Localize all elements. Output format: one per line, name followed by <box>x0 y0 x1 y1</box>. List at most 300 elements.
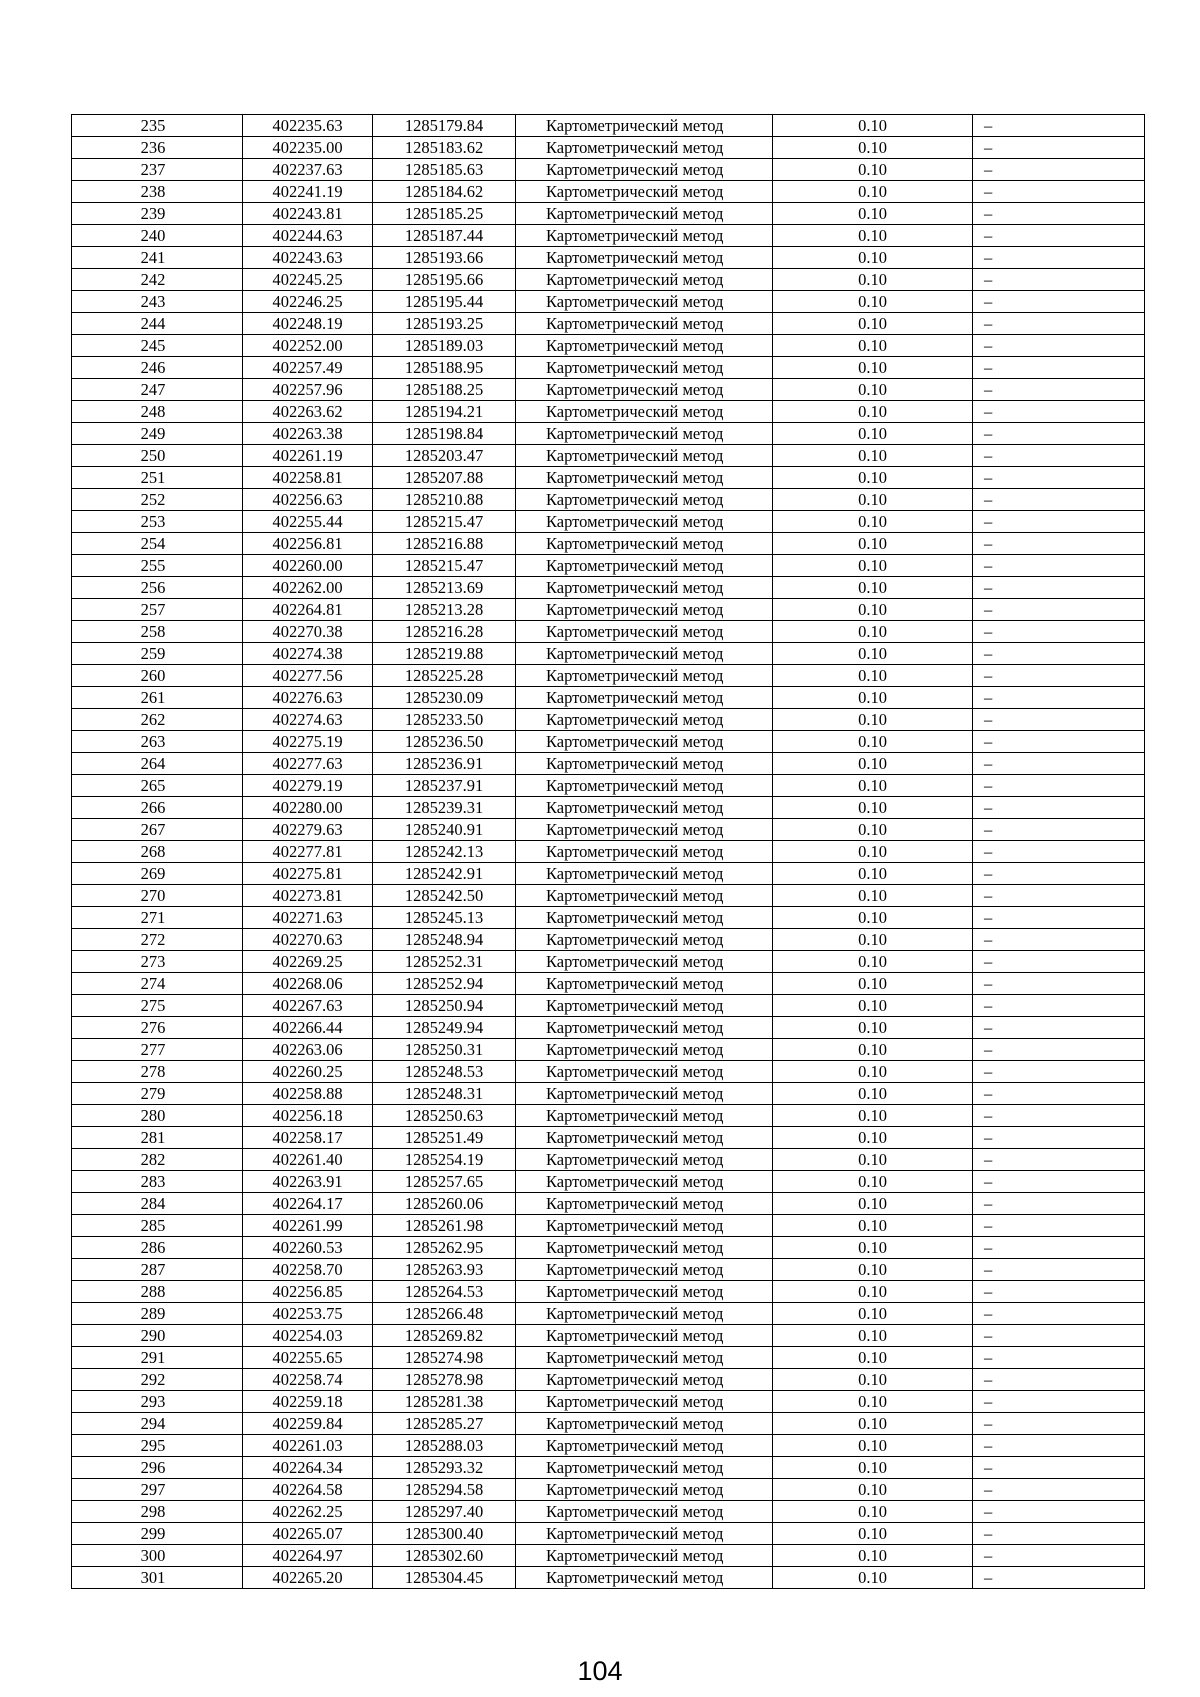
method-cell: Картометрический метод <box>516 335 773 357</box>
y-coordinate-cell: 1285188.95 <box>373 357 516 379</box>
note-cell: – <box>973 621 1145 643</box>
table-row <box>72 445 1145 467</box>
point-number-cell: 296 <box>72 1457 243 1479</box>
method-cell: Картометрический метод <box>516 379 773 401</box>
method-cell: Картометрический метод <box>516 511 773 533</box>
method-cell: Картометрический метод <box>516 951 773 973</box>
note-cell: – <box>973 1259 1145 1281</box>
accuracy-cell: 0.10 <box>773 1523 973 1545</box>
method-cell: Картометрический метод <box>516 1567 773 1589</box>
y-coordinate-cell: 1285242.13 <box>373 841 516 863</box>
y-coordinate-cell: 1285264.53 <box>373 1281 516 1303</box>
point-number-cell: 284 <box>72 1193 243 1215</box>
point-number-cell: 262 <box>72 709 243 731</box>
note-cell: – <box>973 775 1145 797</box>
y-coordinate-cell: 1285210.88 <box>373 489 516 511</box>
accuracy-cell: 0.10 <box>773 1017 973 1039</box>
table-row <box>72 247 1145 269</box>
accuracy-cell: 0.10 <box>773 1303 973 1325</box>
method-cell: Картометрический метод <box>516 907 773 929</box>
x-coordinate-cell: 402273.81 <box>243 885 373 907</box>
point-number-cell: 261 <box>72 687 243 709</box>
x-coordinate-cell: 402257.96 <box>243 379 373 401</box>
x-coordinate-cell: 402256.63 <box>243 489 373 511</box>
point-number-cell: 289 <box>72 1303 243 1325</box>
method-cell: Картометрический метод <box>516 1435 773 1457</box>
table-row <box>72 159 1145 181</box>
table-row <box>72 467 1145 489</box>
point-number-cell: 253 <box>72 511 243 533</box>
method-cell: Картометрический метод <box>516 181 773 203</box>
accuracy-cell: 0.10 <box>773 181 973 203</box>
table-row <box>72 841 1145 863</box>
method-cell: Картометрический метод <box>516 1105 773 1127</box>
accuracy-cell: 0.10 <box>773 1039 973 1061</box>
table-row <box>72 313 1145 335</box>
x-coordinate-cell: 402274.38 <box>243 643 373 665</box>
accuracy-cell: 0.10 <box>773 1457 973 1479</box>
point-number-cell: 237 <box>72 159 243 181</box>
x-coordinate-cell: 402254.03 <box>243 1325 373 1347</box>
note-cell: – <box>973 555 1145 577</box>
y-coordinate-cell: 1285236.50 <box>373 731 516 753</box>
method-cell: Картометрический метод <box>516 247 773 269</box>
accuracy-cell: 0.10 <box>773 1105 973 1127</box>
point-number-cell: 298 <box>72 1501 243 1523</box>
note-cell: – <box>973 423 1145 445</box>
accuracy-cell: 0.10 <box>773 401 973 423</box>
y-coordinate-cell: 1285179.84 <box>373 115 516 137</box>
accuracy-cell: 0.10 <box>773 1545 973 1567</box>
table-row <box>72 181 1145 203</box>
table-row <box>72 687 1145 709</box>
x-coordinate-cell: 402262.25 <box>243 1501 373 1523</box>
point-number-cell: 236 <box>72 137 243 159</box>
method-cell: Картометрический метод <box>516 995 773 1017</box>
note-cell: – <box>973 599 1145 621</box>
method-cell: Картометрический метод <box>516 841 773 863</box>
accuracy-cell: 0.10 <box>773 995 973 1017</box>
method-cell: Картометрический метод <box>516 1545 773 1567</box>
table-row <box>72 1523 1145 1545</box>
point-number-cell: 260 <box>72 665 243 687</box>
table-row <box>72 423 1145 445</box>
note-cell: – <box>973 1303 1145 1325</box>
accuracy-cell: 0.10 <box>773 1171 973 1193</box>
point-number-cell: 264 <box>72 753 243 775</box>
table-row <box>72 1083 1145 1105</box>
method-cell: Картометрический метод <box>516 753 773 775</box>
note-cell: – <box>973 1039 1145 1061</box>
table-row <box>72 819 1145 841</box>
y-coordinate-cell: 1285236.91 <box>373 753 516 775</box>
y-coordinate-cell: 1285302.60 <box>373 1545 516 1567</box>
method-cell: Картометрический метод <box>516 1457 773 1479</box>
table-row <box>72 863 1145 885</box>
point-number-cell: 275 <box>72 995 243 1017</box>
y-coordinate-cell: 1285183.62 <box>373 137 516 159</box>
note-cell: – <box>973 313 1145 335</box>
x-coordinate-cell: 402264.34 <box>243 1457 373 1479</box>
note-cell: – <box>973 1347 1145 1369</box>
method-cell: Картометрический метод <box>516 423 773 445</box>
table-row <box>72 797 1145 819</box>
x-coordinate-cell: 402269.25 <box>243 951 373 973</box>
accuracy-cell: 0.10 <box>773 687 973 709</box>
accuracy-cell: 0.10 <box>773 1127 973 1149</box>
table-row <box>72 1193 1145 1215</box>
note-cell: – <box>973 203 1145 225</box>
x-coordinate-cell: 402252.00 <box>243 335 373 357</box>
method-cell: Картометрический метод <box>516 863 773 885</box>
accuracy-cell: 0.10 <box>773 379 973 401</box>
x-coordinate-cell: 402279.63 <box>243 819 373 841</box>
x-coordinate-cell: 402243.63 <box>243 247 373 269</box>
point-number-cell: 294 <box>72 1413 243 1435</box>
accuracy-cell: 0.10 <box>773 467 973 489</box>
x-coordinate-cell: 402274.63 <box>243 709 373 731</box>
method-cell: Картометрический метод <box>516 115 773 137</box>
point-number-cell: 281 <box>72 1127 243 1149</box>
note-cell: – <box>973 687 1145 709</box>
x-coordinate-cell: 402277.63 <box>243 753 373 775</box>
note-cell: – <box>973 1127 1145 1149</box>
table-row <box>72 115 1145 137</box>
note-cell: – <box>973 1567 1145 1589</box>
method-cell: Картометрический метод <box>516 775 773 797</box>
x-coordinate-cell: 402265.07 <box>243 1523 373 1545</box>
note-cell: – <box>973 973 1145 995</box>
method-cell: Картометрический метод <box>516 357 773 379</box>
table-row <box>72 973 1145 995</box>
x-coordinate-cell: 402261.19 <box>243 445 373 467</box>
method-cell: Картометрический метод <box>516 1413 773 1435</box>
table-row <box>72 511 1145 533</box>
note-cell: – <box>973 247 1145 269</box>
point-number-cell: 288 <box>72 1281 243 1303</box>
y-coordinate-cell: 1285251.49 <box>373 1127 516 1149</box>
method-cell: Картометрический метод <box>516 1347 773 1369</box>
y-coordinate-cell: 1285257.65 <box>373 1171 516 1193</box>
y-coordinate-cell: 1285250.63 <box>373 1105 516 1127</box>
note-cell: – <box>973 115 1145 137</box>
note-cell: – <box>973 511 1145 533</box>
accuracy-cell: 0.10 <box>773 709 973 731</box>
table-row <box>72 533 1145 555</box>
method-cell: Картометрический метод <box>516 1127 773 1149</box>
method-cell: Картометрический метод <box>516 819 773 841</box>
point-number-cell: 295 <box>72 1435 243 1457</box>
y-coordinate-cell: 1285187.44 <box>373 225 516 247</box>
method-cell: Картометрический метод <box>516 1083 773 1105</box>
y-coordinate-cell: 1285248.53 <box>373 1061 516 1083</box>
note-cell: – <box>973 709 1145 731</box>
table-row <box>72 995 1145 1017</box>
y-coordinate-cell: 1285294.58 <box>373 1479 516 1501</box>
x-coordinate-cell: 402260.00 <box>243 555 373 577</box>
table-row <box>72 709 1145 731</box>
point-number-cell: 263 <box>72 731 243 753</box>
accuracy-cell: 0.10 <box>773 203 973 225</box>
x-coordinate-cell: 402258.81 <box>243 467 373 489</box>
accuracy-cell: 0.10 <box>773 291 973 313</box>
accuracy-cell: 0.10 <box>773 1501 973 1523</box>
note-cell: – <box>973 885 1145 907</box>
point-number-cell: 300 <box>72 1545 243 1567</box>
point-number-cell: 254 <box>72 533 243 555</box>
table-row <box>72 489 1145 511</box>
accuracy-cell: 0.10 <box>773 335 973 357</box>
point-number-cell: 270 <box>72 885 243 907</box>
table-row <box>72 1149 1145 1171</box>
point-number-cell: 255 <box>72 555 243 577</box>
y-coordinate-cell: 1285215.47 <box>373 511 516 533</box>
accuracy-cell: 0.10 <box>773 1413 973 1435</box>
x-coordinate-cell: 402258.70 <box>243 1259 373 1281</box>
point-number-cell: 251 <box>72 467 243 489</box>
x-coordinate-cell: 402235.63 <box>243 115 373 137</box>
accuracy-cell: 0.10 <box>773 1391 973 1413</box>
accuracy-cell: 0.10 <box>773 797 973 819</box>
x-coordinate-cell: 402255.44 <box>243 511 373 533</box>
note-cell: – <box>973 335 1145 357</box>
method-cell: Картометрический метод <box>516 1171 773 1193</box>
accuracy-cell: 0.10 <box>773 753 973 775</box>
x-coordinate-cell: 402261.99 <box>243 1215 373 1237</box>
table-row <box>72 731 1145 753</box>
method-cell: Картометрический метод <box>516 445 773 467</box>
y-coordinate-cell: 1285266.48 <box>373 1303 516 1325</box>
method-cell: Картометрический метод <box>516 489 773 511</box>
accuracy-cell: 0.10 <box>773 1479 973 1501</box>
y-coordinate-cell: 1285304.45 <box>373 1567 516 1589</box>
method-cell: Картометрический метод <box>516 973 773 995</box>
method-cell: Картометрический метод <box>516 599 773 621</box>
note-cell: – <box>973 1325 1145 1347</box>
method-cell: Картометрический метод <box>516 313 773 335</box>
point-number-cell: 257 <box>72 599 243 621</box>
point-number-cell: 274 <box>72 973 243 995</box>
table-row <box>72 1039 1145 1061</box>
accuracy-cell: 0.10 <box>773 1369 973 1391</box>
x-coordinate-cell: 402264.97 <box>243 1545 373 1567</box>
table-row <box>72 643 1145 665</box>
point-number-cell: 244 <box>72 313 243 335</box>
y-coordinate-cell: 1285269.82 <box>373 1325 516 1347</box>
accuracy-cell: 0.10 <box>773 885 973 907</box>
method-cell: Картометрический метод <box>516 1193 773 1215</box>
x-coordinate-cell: 402258.74 <box>243 1369 373 1391</box>
y-coordinate-cell: 1285278.98 <box>373 1369 516 1391</box>
y-coordinate-cell: 1285203.47 <box>373 445 516 467</box>
y-coordinate-cell: 1285198.84 <box>373 423 516 445</box>
table-row <box>72 1303 1145 1325</box>
x-coordinate-cell: 402257.49 <box>243 357 373 379</box>
method-cell: Картометрический метод <box>516 225 773 247</box>
point-number-cell: 293 <box>72 1391 243 1413</box>
method-cell: Картометрический метод <box>516 1039 773 1061</box>
table-row <box>72 1237 1145 1259</box>
y-coordinate-cell: 1285260.06 <box>373 1193 516 1215</box>
point-number-cell: 235 <box>72 115 243 137</box>
point-number-cell: 282 <box>72 1149 243 1171</box>
y-coordinate-cell: 1285230.09 <box>373 687 516 709</box>
method-cell: Картометрический метод <box>516 687 773 709</box>
table-row <box>72 665 1145 687</box>
y-coordinate-cell: 1285195.66 <box>373 269 516 291</box>
y-coordinate-cell: 1285248.94 <box>373 929 516 951</box>
point-number-cell: 238 <box>72 181 243 203</box>
y-coordinate-cell: 1285274.98 <box>373 1347 516 1369</box>
note-cell: – <box>973 1017 1145 1039</box>
method-cell: Картометрический метод <box>516 1523 773 1545</box>
y-coordinate-cell: 1285184.62 <box>373 181 516 203</box>
note-cell: – <box>973 731 1145 753</box>
accuracy-cell: 0.10 <box>773 1061 973 1083</box>
y-coordinate-cell: 1285288.03 <box>373 1435 516 1457</box>
y-coordinate-cell: 1285248.31 <box>373 1083 516 1105</box>
accuracy-cell: 0.10 <box>773 819 973 841</box>
method-cell: Картометрический метод <box>516 665 773 687</box>
accuracy-cell: 0.10 <box>773 621 973 643</box>
point-number-cell: 280 <box>72 1105 243 1127</box>
y-coordinate-cell: 1285216.28 <box>373 621 516 643</box>
note-cell: – <box>973 1061 1145 1083</box>
note-cell: – <box>973 1413 1145 1435</box>
note-cell: – <box>973 1435 1145 1457</box>
method-cell: Картометрический метод <box>516 533 773 555</box>
note-cell: – <box>973 357 1145 379</box>
y-coordinate-cell: 1285215.47 <box>373 555 516 577</box>
page-number: 104 <box>577 1656 623 1686</box>
point-number-cell: 283 <box>72 1171 243 1193</box>
y-coordinate-cell: 1285225.28 <box>373 665 516 687</box>
table-row <box>72 1457 1145 1479</box>
point-number-cell: 290 <box>72 1325 243 1347</box>
table-row <box>72 621 1145 643</box>
method-cell: Картометрический метод <box>516 1325 773 1347</box>
accuracy-cell: 0.10 <box>773 269 973 291</box>
note-cell: – <box>973 1149 1145 1171</box>
y-coordinate-cell: 1285252.31 <box>373 951 516 973</box>
accuracy-cell: 0.10 <box>773 423 973 445</box>
table-row <box>72 357 1145 379</box>
note-cell: – <box>973 995 1145 1017</box>
point-number-cell: 291 <box>72 1347 243 1369</box>
method-cell: Картометрический метод <box>516 467 773 489</box>
accuracy-cell: 0.10 <box>773 225 973 247</box>
x-coordinate-cell: 402262.00 <box>243 577 373 599</box>
method-cell: Картометрический метод <box>516 731 773 753</box>
accuracy-cell: 0.10 <box>773 665 973 687</box>
note-cell: – <box>973 1237 1145 1259</box>
point-number-cell: 252 <box>72 489 243 511</box>
note-cell: – <box>973 1215 1145 1237</box>
method-cell: Картометрический метод <box>516 709 773 731</box>
x-coordinate-cell: 402255.65 <box>243 1347 373 1369</box>
y-coordinate-cell: 1285245.13 <box>373 907 516 929</box>
x-coordinate-cell: 402243.81 <box>243 203 373 225</box>
method-cell: Картометрический метод <box>516 1281 773 1303</box>
note-cell: – <box>973 1281 1145 1303</box>
point-number-cell: 272 <box>72 929 243 951</box>
x-coordinate-cell: 402279.19 <box>243 775 373 797</box>
point-number-cell: 259 <box>72 643 243 665</box>
method-cell: Картометрический метод <box>516 1061 773 1083</box>
method-cell: Картометрический метод <box>516 1259 773 1281</box>
method-cell: Картометрический метод <box>516 1501 773 1523</box>
method-cell: Картометрический метод <box>516 1215 773 1237</box>
note-cell: – <box>973 907 1145 929</box>
point-number-cell: 287 <box>72 1259 243 1281</box>
x-coordinate-cell: 402246.25 <box>243 291 373 313</box>
accuracy-cell: 0.10 <box>773 1325 973 1347</box>
note-cell: – <box>973 1105 1145 1127</box>
point-number-cell: 247 <box>72 379 243 401</box>
point-number-cell: 267 <box>72 819 243 841</box>
note-cell: – <box>973 489 1145 511</box>
accuracy-cell: 0.10 <box>773 863 973 885</box>
y-coordinate-cell: 1285188.25 <box>373 379 516 401</box>
note-cell: – <box>973 863 1145 885</box>
x-coordinate-cell: 402248.19 <box>243 313 373 335</box>
x-coordinate-cell: 402245.25 <box>243 269 373 291</box>
method-cell: Картометрический метод <box>516 1303 773 1325</box>
y-coordinate-cell: 1285254.19 <box>373 1149 516 1171</box>
point-number-cell: 266 <box>72 797 243 819</box>
point-number-cell: 240 <box>72 225 243 247</box>
table-row <box>72 1391 1145 1413</box>
x-coordinate-cell: 402253.75 <box>243 1303 373 1325</box>
y-coordinate-cell: 1285250.94 <box>373 995 516 1017</box>
x-coordinate-cell: 402266.44 <box>243 1017 373 1039</box>
note-cell: – <box>973 753 1145 775</box>
note-cell: – <box>973 797 1145 819</box>
note-cell: – <box>973 1501 1145 1523</box>
point-number-cell: 276 <box>72 1017 243 1039</box>
x-coordinate-cell: 402256.18 <box>243 1105 373 1127</box>
x-coordinate-cell: 402263.38 <box>243 423 373 445</box>
accuracy-cell: 0.10 <box>773 643 973 665</box>
x-coordinate-cell: 402244.63 <box>243 225 373 247</box>
accuracy-cell: 0.10 <box>773 555 973 577</box>
note-cell: – <box>973 1193 1145 1215</box>
x-coordinate-cell: 402241.19 <box>243 181 373 203</box>
note-cell: – <box>973 401 1145 423</box>
table-row <box>72 555 1145 577</box>
point-number-cell: 245 <box>72 335 243 357</box>
y-coordinate-cell: 1285300.40 <box>373 1523 516 1545</box>
table-row <box>72 1347 1145 1369</box>
method-cell: Картометрический метод <box>516 137 773 159</box>
accuracy-cell: 0.10 <box>773 1259 973 1281</box>
table-row <box>72 1479 1145 1501</box>
y-coordinate-cell: 1285262.95 <box>373 1237 516 1259</box>
table-row <box>72 1501 1145 1523</box>
point-number-cell: 249 <box>72 423 243 445</box>
note-cell: – <box>973 269 1145 291</box>
accuracy-cell: 0.10 <box>773 357 973 379</box>
table-row <box>72 599 1145 621</box>
x-coordinate-cell: 402263.91 <box>243 1171 373 1193</box>
note-cell: – <box>973 1479 1145 1501</box>
accuracy-cell: 0.10 <box>773 313 973 335</box>
x-coordinate-cell: 402235.00 <box>243 137 373 159</box>
x-coordinate-cell: 402277.56 <box>243 665 373 687</box>
accuracy-cell: 0.10 <box>773 1083 973 1105</box>
x-coordinate-cell: 402271.63 <box>243 907 373 929</box>
accuracy-cell: 0.10 <box>773 445 973 467</box>
